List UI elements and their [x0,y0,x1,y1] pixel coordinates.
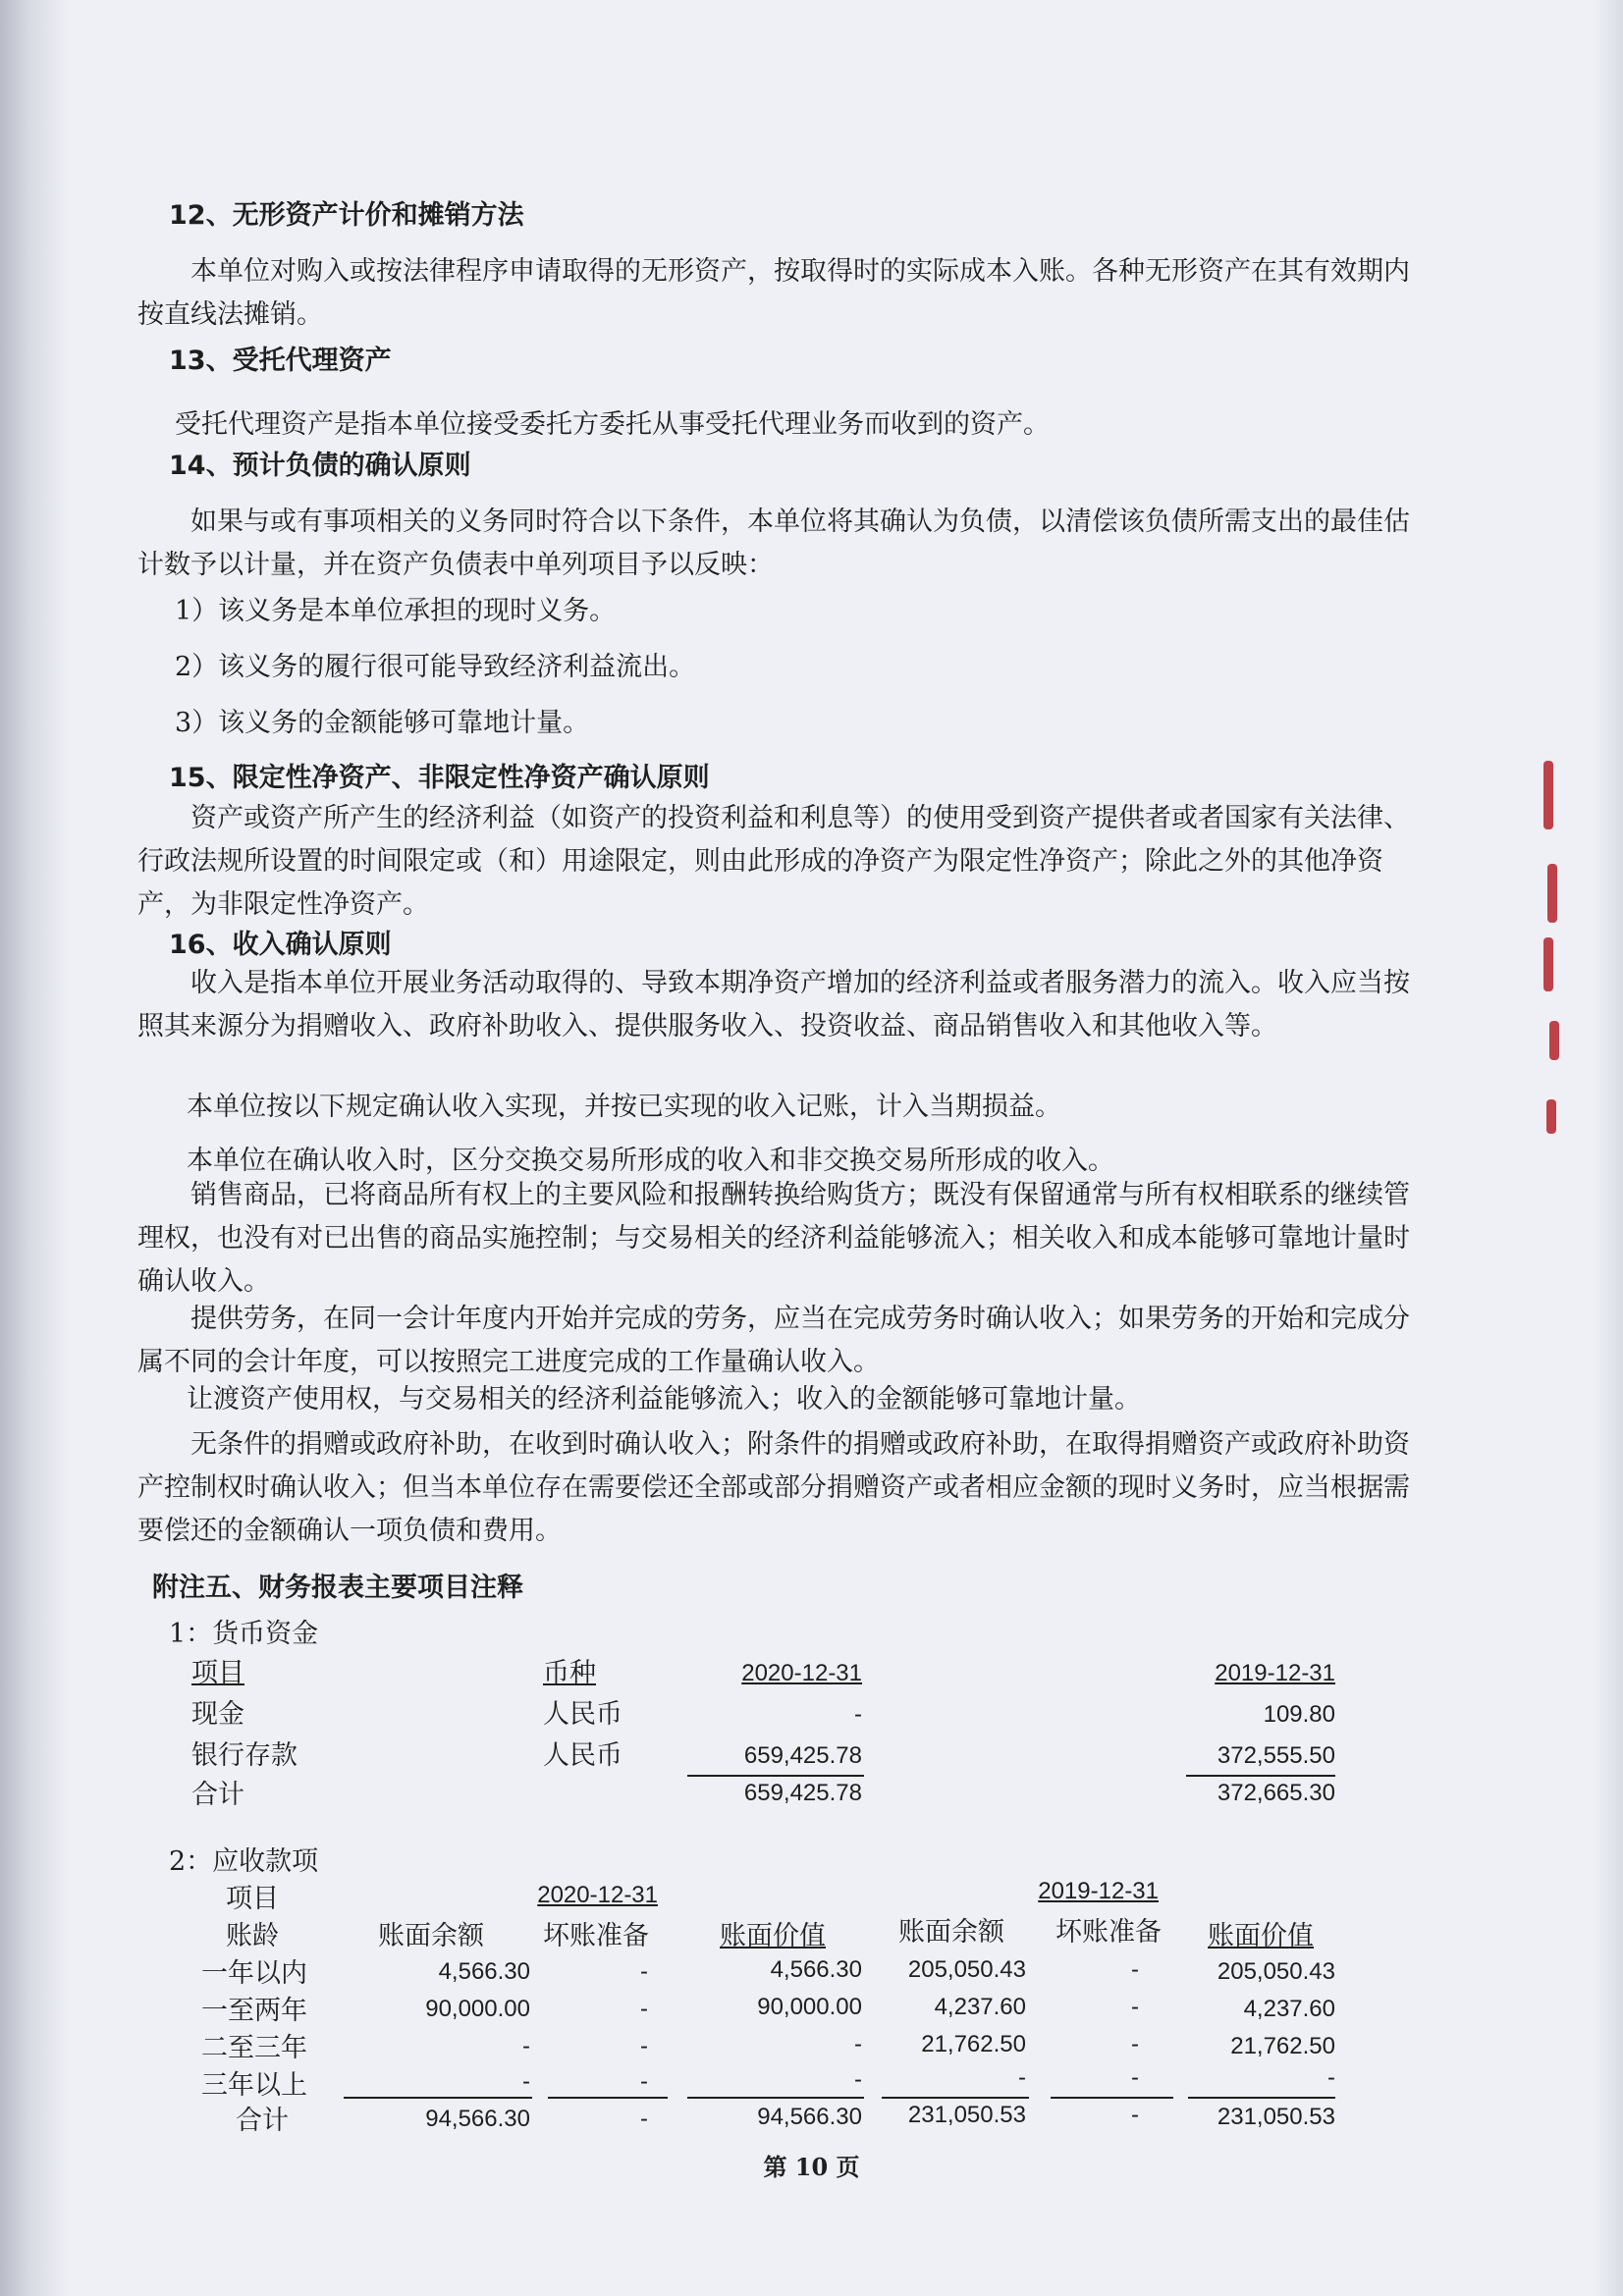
row-age: 合计 [236,2106,289,2136]
receivables-table-title: 2：应收款项 [169,1846,319,1877]
row-book-2020: - [854,2066,862,2093]
row-age: 一年以内 [201,1958,307,1989]
section-15-paragraph: 资产或资产所产生的经济利益（如资产的投资利益和利息等）的使用受到资产提供者或者国家有关法律、行政法规所设置的时间限定或（和）用途限定，则由此形成的净资产为限定性净资产；除此之外的其他净资产，为非限定性净资产。 [137,803,1410,920]
section-16-paragraph-5: 提供劳务，在同一会计年度内开始并完成的劳务，应当在完成劳务时确认收入；如果劳务的开始和完成分属不同的会计年度，可以按照完工进度完成的工作量确认收入。 [137,1304,1410,1377]
row-provision-2019: - [1131,2064,1139,2091]
row-age: 一至两年 [201,1996,307,2026]
receivables-total-rule [344,2097,532,2099]
scan-left-edge-shadow [0,0,69,2296]
row-balance-2019: 231,050.53 [907,2102,1026,2128]
row-book-2019: 205,050.43 [1217,1958,1335,1985]
receivables-date-2020: 2020-12-31 [537,1882,658,1908]
cash-value-2019: 109.80 [1263,1701,1335,1728]
row-book-2020: 90,000.00 [757,1994,862,2020]
receivables-total-rule [687,2097,864,2099]
section-15-title: 15、限定性净资产、非限定性净资产确认原则 [169,763,710,793]
section-12-title: 12、无形资产计价和摊销方法 [169,200,524,231]
receivables-total-rule [1188,2097,1335,2099]
row-provision-2020: - [640,2033,648,2059]
row-balance-2019: 21,762.50 [921,2031,1026,2057]
cash-value-2019: 372,665.30 [1217,1780,1335,1806]
receivables-total-rule [548,2097,668,2099]
row-balance-2020: - [522,2033,530,2059]
receivables-date-2019: 2019-12-31 [1038,1878,1159,1904]
cash-table-title: 1：货币资金 [169,1619,319,1649]
cash-item: 现金 [191,1699,244,1730]
row-provision-2019: - [1131,1994,1139,2020]
cash-header-item: 项目 [191,1658,244,1688]
row-provision-2020: - [640,2068,648,2095]
cash-value-2020: 659,425.78 [743,1780,862,1806]
row-balance-2019: 205,050.43 [907,1956,1026,1983]
section-14-item-1: 1）该义务是本单位承担的现时义务。 [175,596,617,626]
row-balance-2020: 90,000.00 [425,1996,530,2022]
cash-currency: 人民币 [543,1699,622,1730]
cash-currency: 人民币 [543,1740,622,1771]
row-provision-2020: - [640,1996,648,2022]
section-14-item-3: 3）该义务的金额能够可靠地计量。 [175,708,590,738]
header-book-2020: 账面价值 [720,1921,826,1951]
cash-header-2019: 2019-12-31 [1215,1660,1335,1686]
row-provision-2020: - [640,2106,648,2132]
header-balance-2019: 账面余额 [898,1917,1004,1948]
section-13-paragraph: 受托代理资产是指本单位接受委托方委托从事受托代理业务而收到的资产。 [175,409,1050,440]
section-12-paragraph: 本单位对购入或按法律程序申请取得的无形资产，按取得时的实际成本入账。各种无形资产在其有效期内按直线法摊销。 [137,256,1410,330]
row-book-2019: 4,237.60 [1243,1996,1335,2022]
section-14-item-2: 2）该义务的履行很可能导致经济利益流出。 [175,652,696,682]
row-balance-2019: - [1018,2064,1026,2091]
cash-header-2020: 2020-12-31 [741,1660,862,1686]
cash-value-2020: - [854,1701,862,1728]
cash-value-2019: 372,555.50 [1217,1742,1335,1769]
row-balance-2020: 94,566.30 [425,2106,530,2132]
header-provision-2020: 坏账准备 [543,1921,649,1951]
row-age: 三年以上 [201,2070,307,2101]
section-16-paragraph-4: 销售商品，已将商品所有权上的主要风险和报酬转换给购货方；既没有保留通常与所有权相联系的继续管理权，也没有对已出售的商品实施控制；与交易相关的经济利益能够流入；相关收入和成本能够可靠地计量时确认收入。 [137,1180,1410,1297]
row-balance-2020: - [522,2068,530,2095]
row-book-2019: 21,762.50 [1230,2033,1335,2059]
header-provision-2019: 坏账准备 [1055,1917,1162,1948]
section-16-paragraph-6: 让渡资产使用权，与交易相关的经济利益能够流入；收入的金额能够可靠地计量。 [187,1384,1141,1415]
section-14-title: 14、预计负债的确认原则 [169,451,471,481]
cash-item: 合计 [191,1780,244,1810]
row-book-2020: - [854,2031,862,2057]
scan-right-edge-shadow [1594,0,1623,2296]
row-provision-2019: - [1131,2031,1139,2057]
row-provision-2019: - [1131,2102,1139,2128]
row-provision-2020: - [640,1958,648,1985]
row-balance-2020: 4,566.30 [438,1958,530,1985]
page-number: 第 10 页 [763,2153,860,2181]
receivables-item-label: 项目 [226,1884,279,1914]
section-16-paragraph-3: 本单位在确认收入时，区分交换交易所形成的收入和非交换交易所形成的收入。 [187,1146,1114,1176]
section-16-title: 16、收入确认原则 [169,930,392,960]
row-age: 二至三年 [201,2033,307,2063]
section-13-title: 13、受托代理资产 [169,346,392,376]
row-balance-2019: 4,237.60 [934,1994,1026,2020]
section-14-paragraph: 如果与或有事项相关的义务同时符合以下条件，本单位将其确认为负债，以清偿该负债所需支出的最佳估计数予以计量，并在资产负债表中单列项目予以反映： [137,507,1410,580]
section-16-paragraph-7: 无条件的捐赠或政府补助，在收到时确认收入；附条件的捐赠或政府补助，在取得捐赠资产或政府补助资产控制权时确认收入；但当本单位存在需要偿还全部或部分捐赠资产或者相应金额的现时义务时，应当根据需要偿还的金额确认一项负债和费用。 [137,1429,1410,1546]
header-book-2019: 账面价值 [1208,1921,1314,1951]
row-book-2020: 94,566.30 [757,2104,862,2130]
row-book-2019: - [1327,2064,1335,2091]
section-16-paragraph-2: 本单位按以下规定确认收入实现，并按已实现的收入记账，计入当期损益。 [187,1092,1061,1122]
row-book-2020: 4,566.30 [770,1956,862,1983]
appendix-title: 附注五、财务报表主要项目注释 [152,1573,523,1603]
header-balance-2020: 账面余额 [378,1921,484,1951]
cash-header-currency: 币种 [543,1658,596,1688]
receivables-age-label: 账龄 [226,1921,279,1951]
cash-item: 银行存款 [191,1740,298,1771]
cash-value-2020: 659,425.78 [743,1742,862,1769]
row-book-2019: 231,050.53 [1217,2104,1335,2130]
row-provision-2019: - [1131,1956,1139,1983]
section-16-paragraph-1: 收入是指本单位开展业务活动取得的、导致本期净资产增加的经济利益或者服务潜力的流入。收入应当按照其来源分为捐赠收入、政府补助收入、提供服务收入、投资收益、商品销售收入和其他收入等。 [137,968,1410,1041]
